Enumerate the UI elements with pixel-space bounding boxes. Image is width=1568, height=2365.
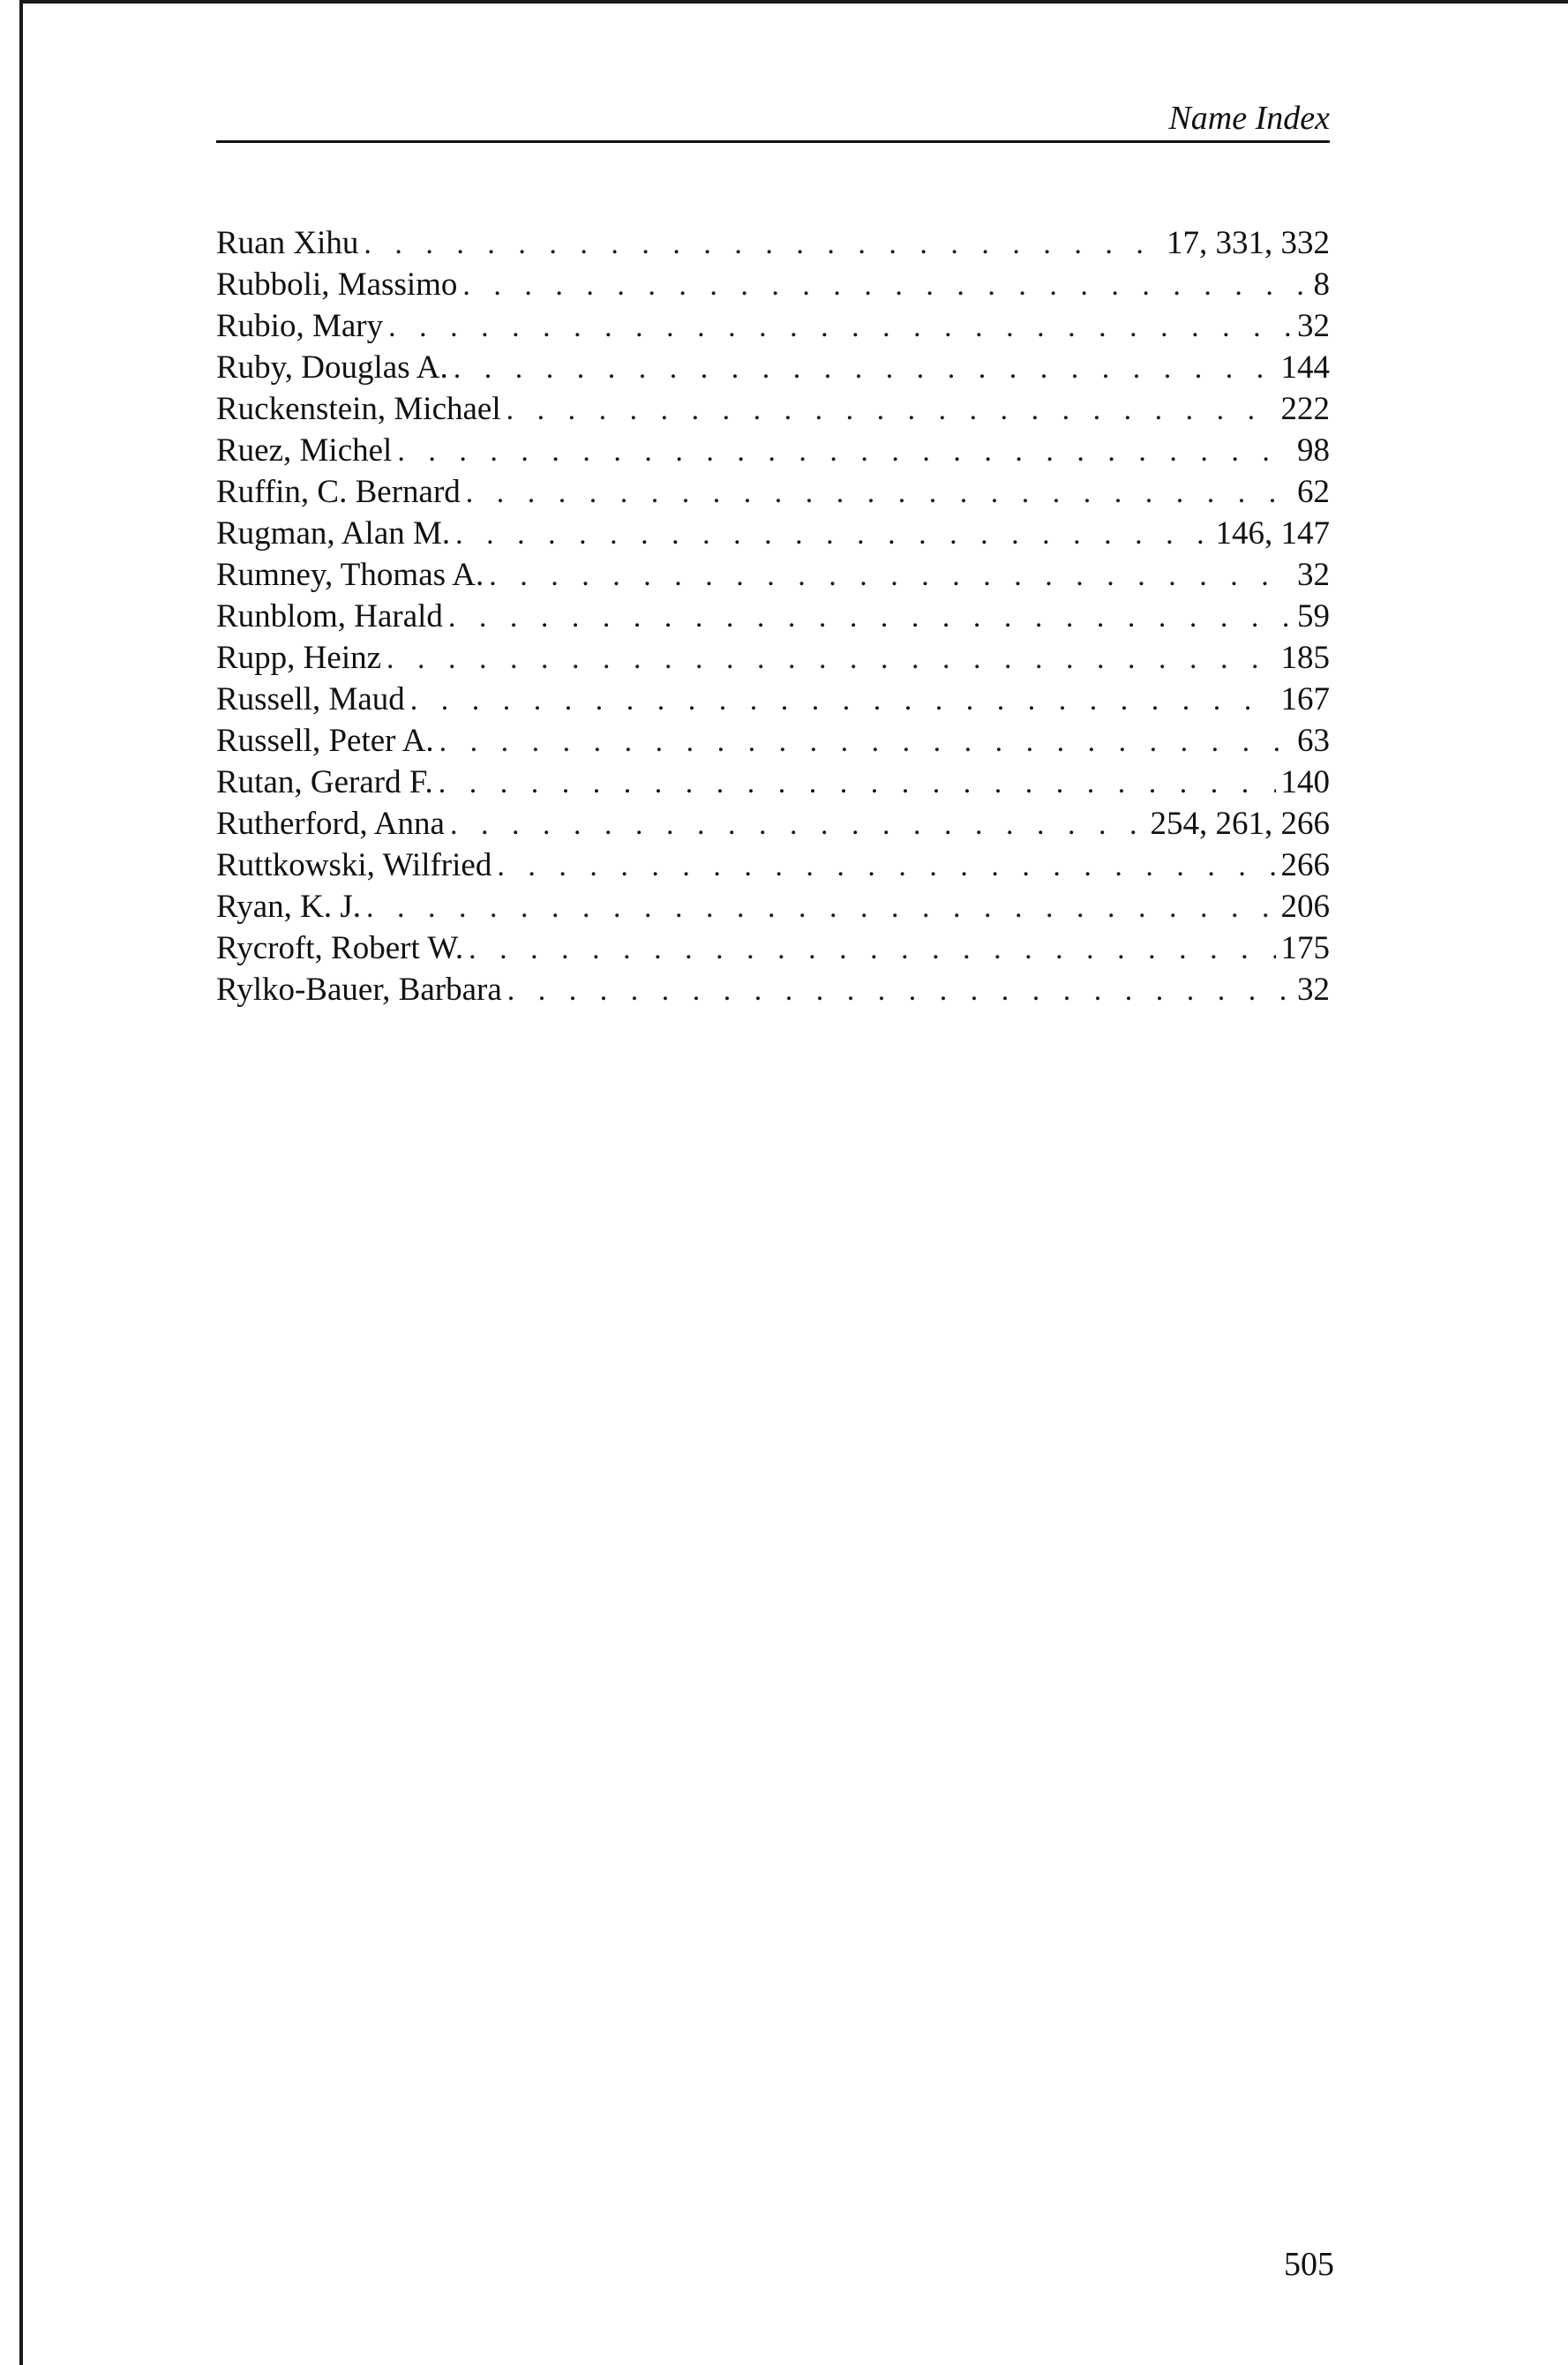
entry-name: Rumney, Thomas A.: [216, 557, 484, 593]
index-entry: [216, 803, 1330, 845]
entry-name: Rycroft, Robert W.: [216, 930, 464, 966]
entry-name: Rutan, Gerard F.: [216, 764, 433, 800]
running-head: Name Index: [1168, 100, 1330, 137]
header-rule: [216, 140, 1330, 143]
entry-pages: 222: [1280, 391, 1330, 427]
index-entry: [216, 596, 1330, 637]
index-entry: [216, 305, 1330, 347]
index-entry: [216, 720, 1330, 762]
entry-name: Ryan, K. J.: [216, 889, 361, 925]
dot-leader: [397, 431, 1292, 472]
entry-name: Ruan Xihu: [216, 225, 359, 261]
dot-leader: [448, 597, 1292, 638]
entry-name: Rubio, Mary: [216, 308, 384, 344]
entry-name: Russell, Peter A.: [216, 723, 434, 759]
index-entry: [216, 969, 1330, 1010]
entry-pages: 254, 261, 266: [1150, 806, 1330, 842]
entry-name: Ruttkowski, Wilfried: [216, 847, 492, 883]
index-entry: [216, 845, 1330, 886]
entry-name: Ruez, Michel: [216, 432, 393, 469]
name-index-list: [216, 222, 1330, 1010]
index-entry: [216, 471, 1330, 513]
scan-left-edge: [19, 0, 23, 2365]
entry-pages: 59: [1297, 598, 1330, 634]
entry-name: Rutherford, Anna: [216, 806, 445, 842]
dot-leader: [439, 721, 1292, 762]
entry-name: Rupp, Heinz: [216, 640, 382, 676]
dot-leader: [497, 845, 1275, 887]
entry-pages: 185: [1280, 640, 1330, 676]
entry-pages: 167: [1280, 681, 1330, 717]
entry-pages: 32: [1297, 557, 1330, 593]
entry-name: Rylko-Bauer, Barbara: [216, 972, 502, 1008]
dot-leader: [386, 638, 1275, 679]
index-entry: [216, 927, 1330, 969]
entry-pages: 17, 331, 332: [1167, 225, 1330, 261]
entry-pages: 206: [1280, 889, 1330, 925]
dot-leader: [388, 306, 1292, 348]
entry-name: Ruffin, C. Bernard: [216, 474, 461, 510]
entry-pages: 32: [1297, 972, 1330, 1008]
dot-leader: [454, 348, 1276, 389]
entry-pages: 98: [1297, 432, 1330, 469]
entry-pages: 8: [1313, 267, 1330, 303]
entry-name: Rugman, Alan M.: [216, 515, 451, 552]
dot-leader: [410, 679, 1276, 721]
index-entry: [216, 347, 1330, 388]
scan-top-edge: [19, 0, 1568, 4]
index-entry: [216, 679, 1330, 720]
index-entry: [216, 388, 1330, 430]
entry-pages: 144: [1280, 349, 1330, 386]
entry-name: Russell, Maud: [216, 681, 405, 717]
index-entry: [216, 513, 1330, 554]
index-entry: [216, 762, 1330, 803]
dot-leader: [462, 265, 1308, 306]
entry-pages: 175: [1280, 930, 1330, 966]
entry-name: Runblom, Harald: [216, 598, 443, 634]
entry-pages: 266: [1280, 847, 1330, 883]
index-entry: [216, 637, 1330, 679]
dot-leader: [506, 389, 1276, 431]
index-entry: [216, 264, 1330, 305]
dot-leader: [450, 804, 1145, 845]
entry-name: Ruby, Douglas A.: [216, 349, 448, 386]
dot-leader: [489, 555, 1292, 597]
dot-leader: [364, 223, 1161, 265]
entry-pages: 140: [1280, 764, 1330, 800]
entry-pages: 32: [1297, 308, 1330, 344]
dot-leader: [366, 887, 1276, 928]
dot-leader: [469, 928, 1275, 970]
index-entry: [216, 222, 1330, 264]
entry-pages: 63: [1297, 723, 1330, 759]
entry-pages: 146, 147: [1215, 515, 1330, 552]
entry-name: Rubboli, Massimo: [216, 267, 458, 303]
index-entry: [216, 554, 1330, 596]
index-entry: [216, 430, 1330, 471]
dot-leader: [507, 970, 1292, 1011]
dot-leader: [466, 472, 1292, 514]
index-entry: [216, 886, 1330, 927]
page-number: 505: [1284, 2246, 1334, 2283]
dot-leader: [439, 762, 1276, 804]
dot-leader: [455, 514, 1210, 555]
entry-pages: 62: [1297, 474, 1330, 510]
entry-name: Ruckenstein, Michael: [216, 391, 501, 427]
